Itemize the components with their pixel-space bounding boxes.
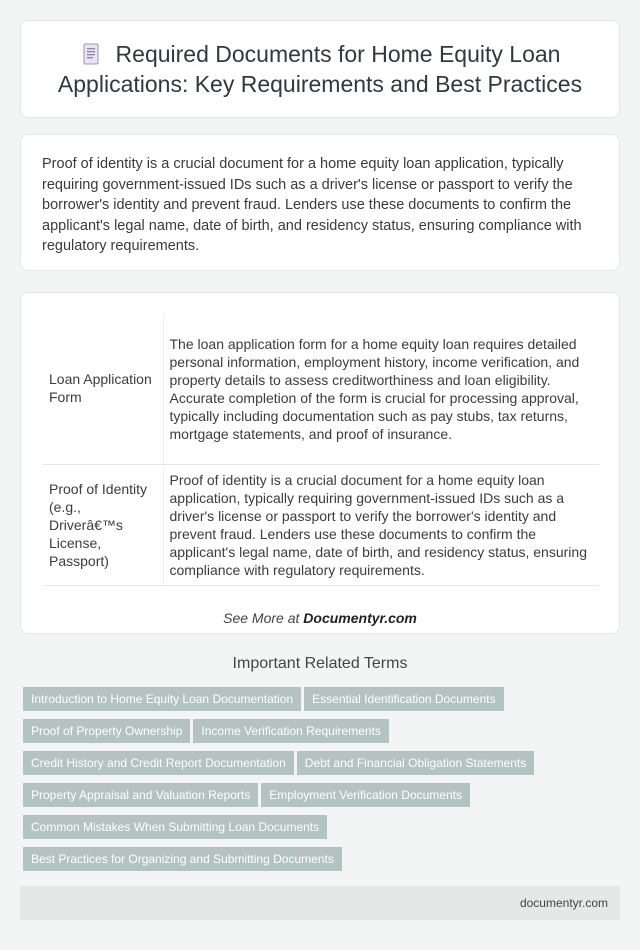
related-tag[interactable]: Introduction to Home Equity Loan Documentation	[23, 687, 301, 711]
related-tag[interactable]: Income Verification Requirements	[193, 719, 388, 743]
related-terms-tags	[23, 687, 623, 879]
footer	[20, 886, 620, 920]
documents-table-card	[20, 292, 620, 634]
see-more-link[interactable]: Documentyr.com	[303, 609, 417, 626]
table-row	[43, 313, 599, 464]
page-title	[40, 39, 600, 99]
related-tag[interactable]: Proof of Property Ownership	[23, 719, 190, 743]
related-tag[interactable]: Best Practices for Organizing and Submitting Documents	[23, 847, 342, 871]
related-tag[interactable]: Credit History and Credit Report Documentation	[23, 751, 294, 775]
related-tag[interactable]: Debt and Financial Obligation Statements	[297, 751, 534, 775]
related-tag[interactable]: Common Mistakes When Submitting Loan Documents	[23, 815, 327, 839]
intro-text: Proof of identity is a crucial document for a home equity loan application, typically requiring government-issued IDs such as a driver's license or passport to verify the borrower's identity and prevent fraud. Lenders use these documents to confirm the applicant's legal name, date of birth, and residency status, ensuring compliance with regulatory requirements.	[42, 156, 582, 254]
related-tag[interactable]: Essential Identification Documents	[304, 687, 503, 711]
related-tag[interactable]: Property Appraisal and Valuation Reports	[23, 783, 258, 807]
document-icon	[80, 43, 102, 65]
table-description: Proof of identity is a crucial document for a home equity loan application, typically requiring government-issued IDs such as a driver's license or passport to verify the borrower's identity and prevent fraud. Lenders use these documents to confirm the applicant's legal name, date of birth, and residency status, ensuring compliance with regulatory requirements.	[163, 464, 599, 585]
documents-table	[43, 313, 599, 586]
intro-card	[20, 134, 620, 271]
see-more-prefix: See More at	[223, 609, 304, 626]
table-row	[43, 464, 599, 585]
related-terms-title: Important Related Terms	[232, 655, 408, 672]
see-more	[43, 610, 597, 626]
table-description: The loan application form for a home equity loan requires detailed personal information, employment history, income verification, and property details to assess creditworthiness and loan eligibility. Accurate completion of the form is crucial for processing approval, typically including documentation such as pay stubs, tax returns, mortgage statements, and proof of insurance.	[163, 313, 599, 464]
table-term: Loan Application Form	[43, 313, 163, 464]
title-card	[20, 20, 620, 118]
related-tag[interactable]: Employment Verification Documents	[261, 783, 470, 807]
footer-link[interactable]: documentyr.com	[519, 896, 608, 910]
table-term: Proof of Identity (e.g., Driverâ€™s License, Passport)	[43, 464, 163, 585]
page-title-text: Required Documents for Home Equity Loan Applications: Key Requirements and Best Practices	[57, 41, 583, 97]
